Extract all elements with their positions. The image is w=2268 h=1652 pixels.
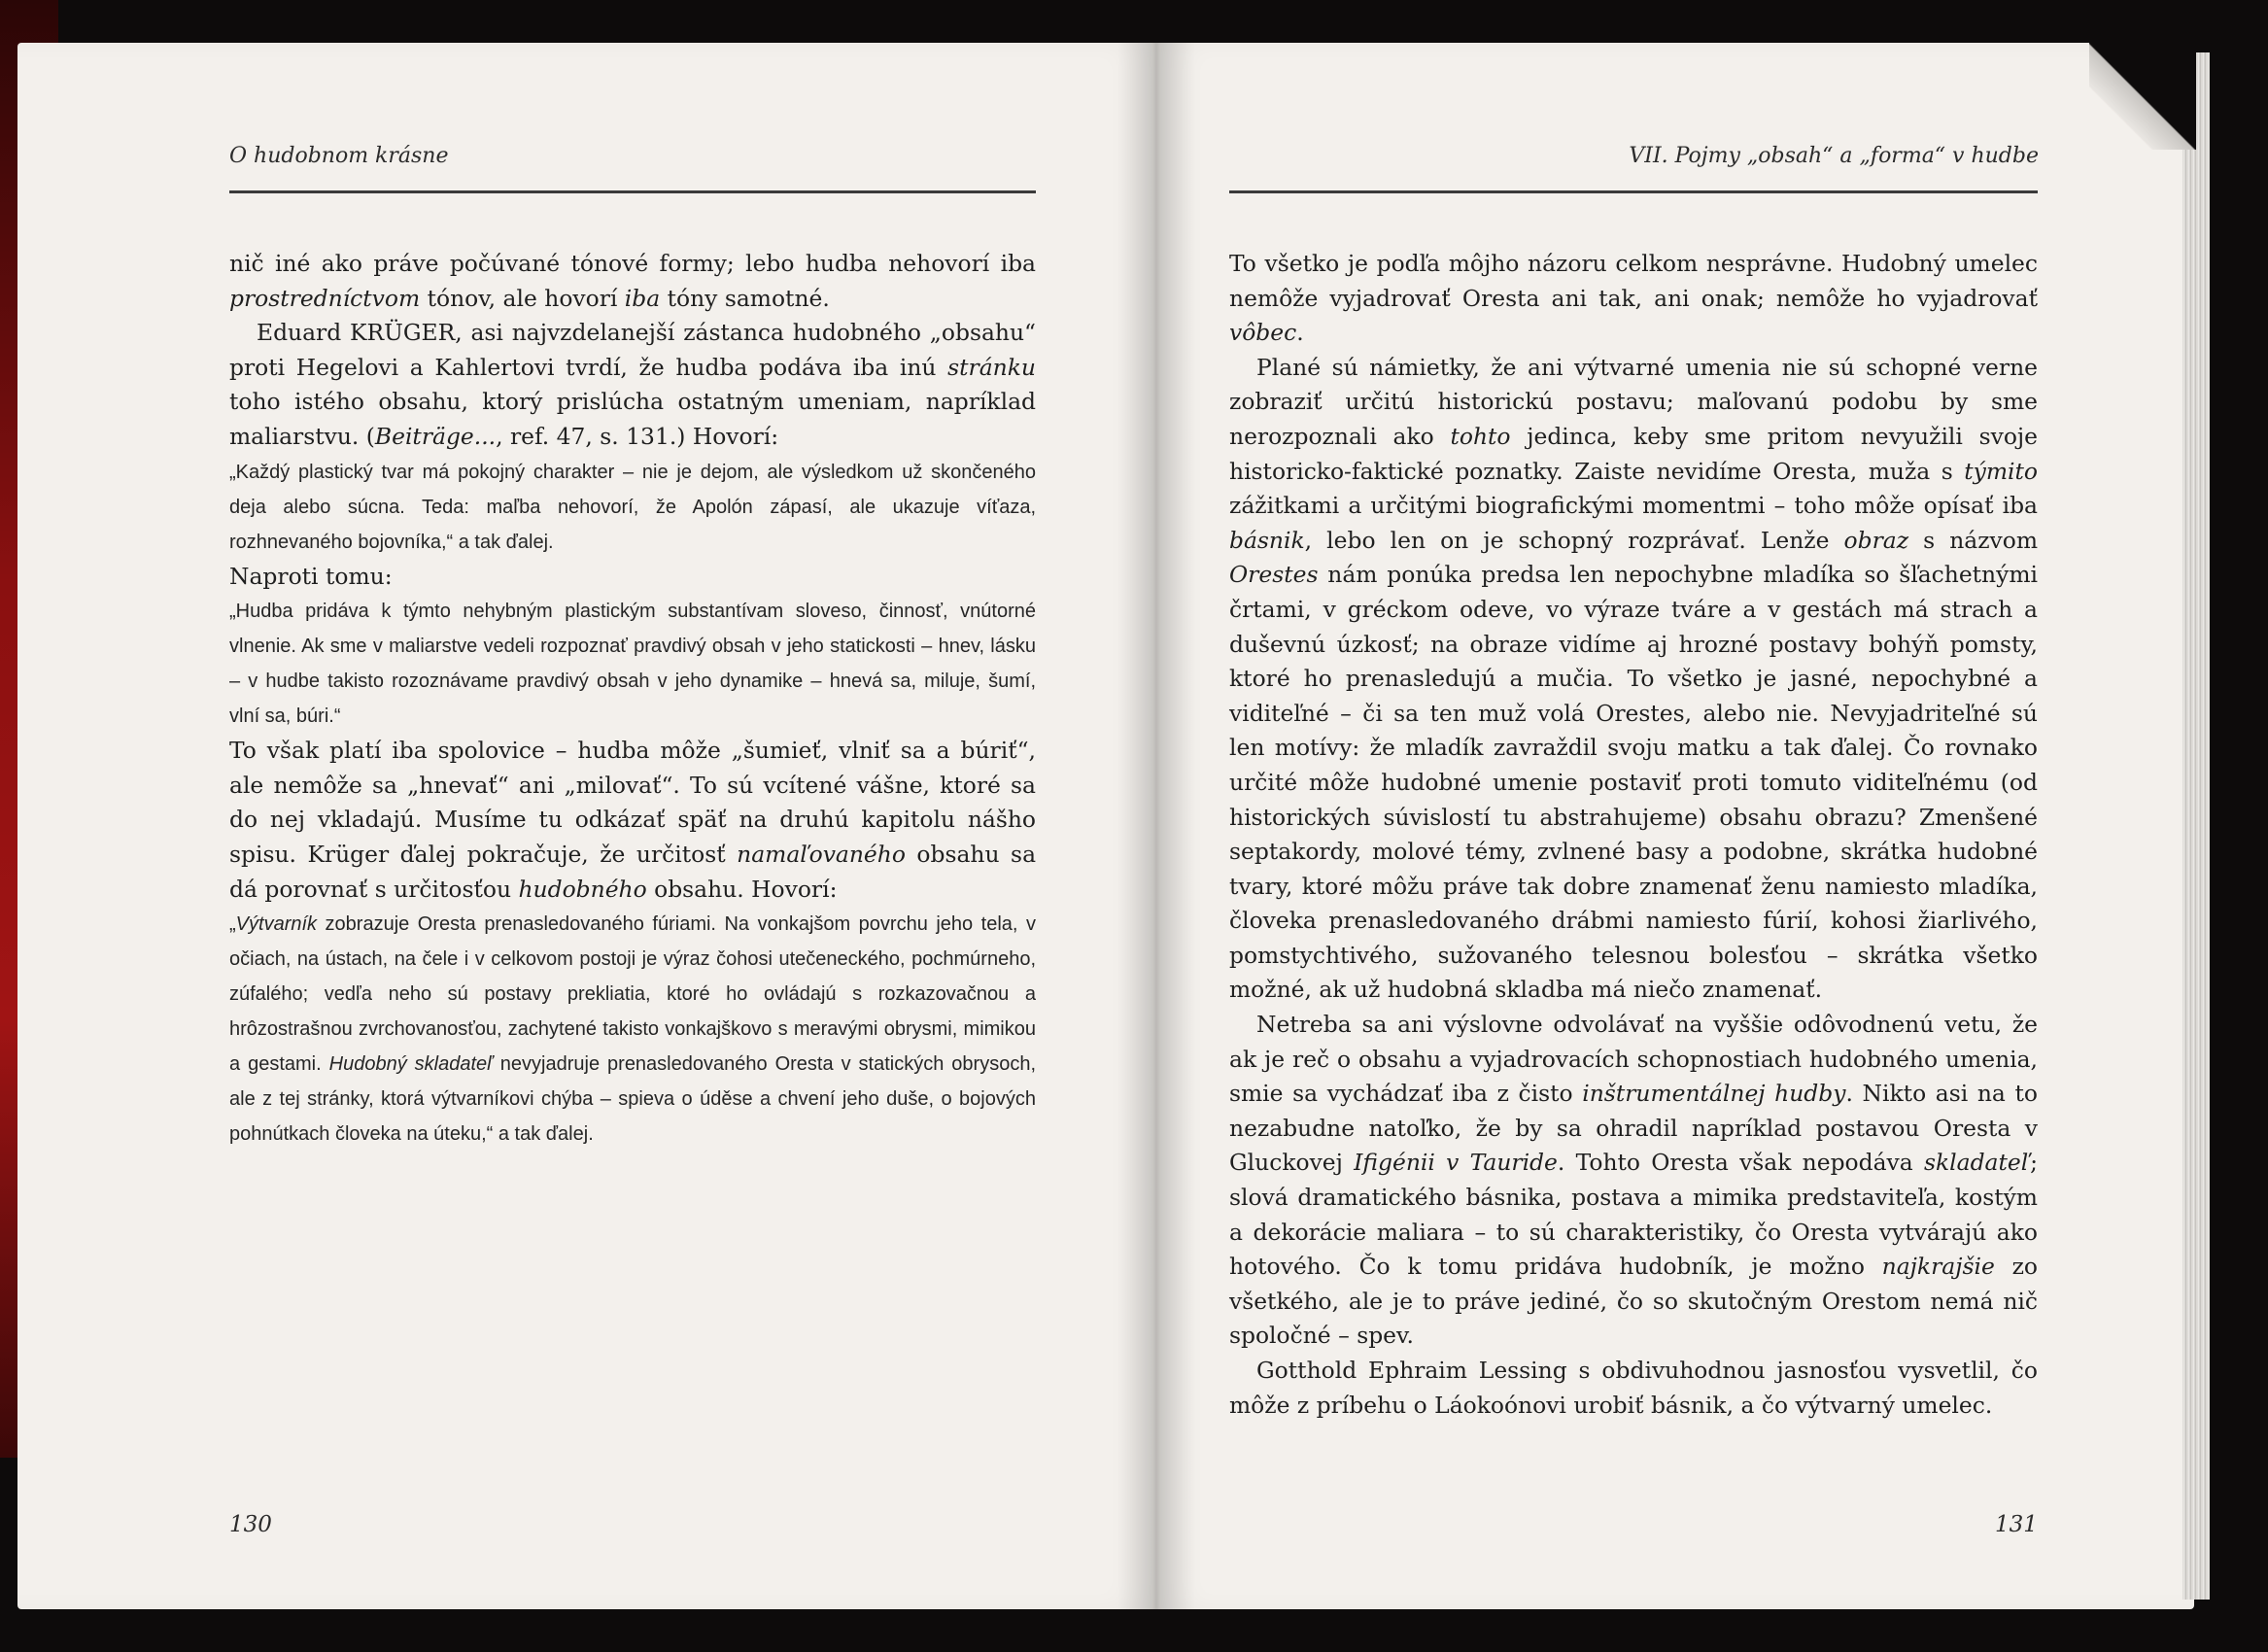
right-body-text bbox=[1229, 247, 2038, 1423]
dog-ear-corner bbox=[2089, 43, 2196, 150]
left-paragraph-3: Naproti tomu: bbox=[229, 562, 393, 590]
left-body-text bbox=[229, 247, 1036, 1152]
left-running-head: O hudobnom krásne bbox=[229, 144, 449, 168]
left-block-quote-1: „Každý plastický tvar má pokojný charakter – nie je dejom, ale výsledkom už skončeného deja alebo súcna. Teda: maľba nehovorí, že Apolón zápasí, ale ukazuje víťaza, rozhnevaného bojovníka,“ a tak ďalej. bbox=[229, 461, 1036, 553]
right-paragraph-3: Netreba sa ani výslovne odvolávať na vyššie odôvodnenú vetu, že ak je reč o obsahu a vyjadrovacích schopnostiach hudobného umenia, smie sa vychádzať iba z čisto inštrumentálnej hudby. Nikto asi na to nezabudne natoľko, že by sa ohradil napríklad postavou Oresta v Gluckovej Ifigénii v Tauride. Tohto Oresta však nepodáva skladateľ; slová dramatického básnika, postava a mimika predstaviteľa, kostým a dekorácie maliara – to sú charakteristiky, čo Oresta vytvárajú ako hotového. Čo k tomu pridáva hudobník, je možno najkrajšie zo všetkého, ale je to práve jediné, čo so skutočným Orestom nemá nič spoločné – spev. bbox=[1229, 1011, 2038, 1350]
left-block-quote-3: „Výtvarník zobrazuje Oresta prenasledovaného fúriami. Na vonkajšom povrchu jeho tela, v očiach, na ústach, na čele i v celkovom postoji je výraz čohosi utečeneckého, pochmúrneho, zúfalého; vedľa neho sú postavy prekliatia, ktoré ho ovládajú s rozkazovačnou a hrôzostrašnou zvrchovanosťou, zachytené takisto vonkajškovo s meravými obrysmi, mimikou a gestami. Hudobný skladateľ nevyjadruje prenasledovaného Oresta v statických obrysoch, ale z tej stránky, ktorá výtvarníkovi chýba – spieva o úděse a chvení jeho duše, o bojových pohnútkach človeka na úteku,“ a tak ďalej. bbox=[229, 913, 1037, 1146]
right-paragraph-2: Plané sú námietky, že ani výtvarné umenia nie sú schopné verne zobraziť určitú historickú postavu; maľovanú podobu by sme nerozpoznali ako tohto jedinca, keby sme pritom nevyužili svoje historicko-faktické poznatky. Zaiste nevidíme Oresta, muža s týmito zážitkami a určitými biografickými momentmi – toho môže opísať iba básnik, lebo len on je schopný rozprávať. Lenže obraz s názvom Orestes nám ponúka predsa len nepochybne mladíka so šľachetnými črtami, v gréckom odeve, vo výraze tváre a v gestách má strach a duševnú úzkosť; na obraze vidíme aj hrozné postavy bohýň pomsty, ktoré ho prenasledujú a mučia. To všetko je jasné, nepochybné a viditeľné – či sa ten muž volá Orestes, alebo nie. Nevyjadriteľné sú len motívy: že mladík zavraždil svoju matku a tak ďalej. Čo rovnako určité môže hudobné umenie postaviť proti tomuto viditeľnému (od historických súvislostí tu abstrahujeme) obsahu obrazu? Zmenšené septakordy, molové témy, zvlnené basy a podobne, skrátka hudobné tvary, ktoré môžu práve tak dobre znamenať ženu namiesto mladíka, človeka prenasledovaného drábmi namiesto fúrií, kohosi žiarlivého, pomstychtivého, sužovaného telesnou bolesťou – skrátka všetko možné, ak už hudobná skladba má niečo znamenať. bbox=[1229, 353, 2038, 1004]
left-paragraph-1: nič iné ako práve počúvané tónové formy; lebo hudba nehovorí iba prostredníctvom tónov, ale hovorí iba tóny samotné. bbox=[229, 250, 1036, 312]
left-paragraph-4: To však platí iba spolovice – hudba môže „šumieť, vlniť sa a búriť“, ale nemôže sa „hnevať“ ani „milovať“. To sú vcítené vášne, ktoré sa do nej vkladajú. Musíme tu odkázať späť na druhú kapitolu nášho spisu. Krüger ďalej pokračuje, že určitosť namaľovaného obsahu sa dá porovnať s určitosťou hudobného obsahu. Hovorí: bbox=[229, 737, 1037, 903]
left-header-rule bbox=[229, 190, 1036, 193]
right-header-rule bbox=[1229, 190, 2038, 193]
left-page-number: 130 bbox=[229, 1512, 272, 1537]
right-running-head: VII. Pojmy „obsah“ a „forma“ v hudbe bbox=[1629, 144, 2039, 168]
right-paragraph-4: Gotthold Ephraim Lessing s obdivuhodnou jasnosťou vysvetlil, čo môže z príbehu o Láokoónovi urobiť básnik, a čo výtvarný umelec. bbox=[1229, 1357, 2038, 1419]
page-stack-edge bbox=[2182, 52, 2210, 1600]
left-paragraph-2: Eduard KRÜGER, asi najvzdelanejší zástanca hudobného „obsahu“ proti Hegelovi a Kahlertovi tvrdí, že hudba podáva iba inú stránku toho istého obsahu, ktorý prislúcha ostatným umeniam, napríklad maliarstvu. (Beiträge..., ref. 47, s. 131.) Hovorí: bbox=[229, 319, 1036, 450]
left-block-quote-2: „Hudba pridáva k týmto nehybným plastickým substantívam sloveso, činnosť, vnútorné vlnenie. Ak sme v maliarstve vedeli rozpoznať pravdivý obsah v jeho statickosti – hnev, lásku – v hudbe takisto rozoznávame pravdivý obsah v jeho dynamike – hnevá sa, miluje, šumí, vlní sa, búri.“ bbox=[229, 601, 1036, 728]
right-paragraph-1: To všetko je podľa môjho názoru celkom nesprávne. Hudobný umelec nemôže vyjadrovať Oresta ani tak, ani onak; nemôže ho vyjadrovať vôbec. bbox=[1229, 250, 2038, 347]
right-page-number: 131 bbox=[1995, 1512, 2038, 1537]
